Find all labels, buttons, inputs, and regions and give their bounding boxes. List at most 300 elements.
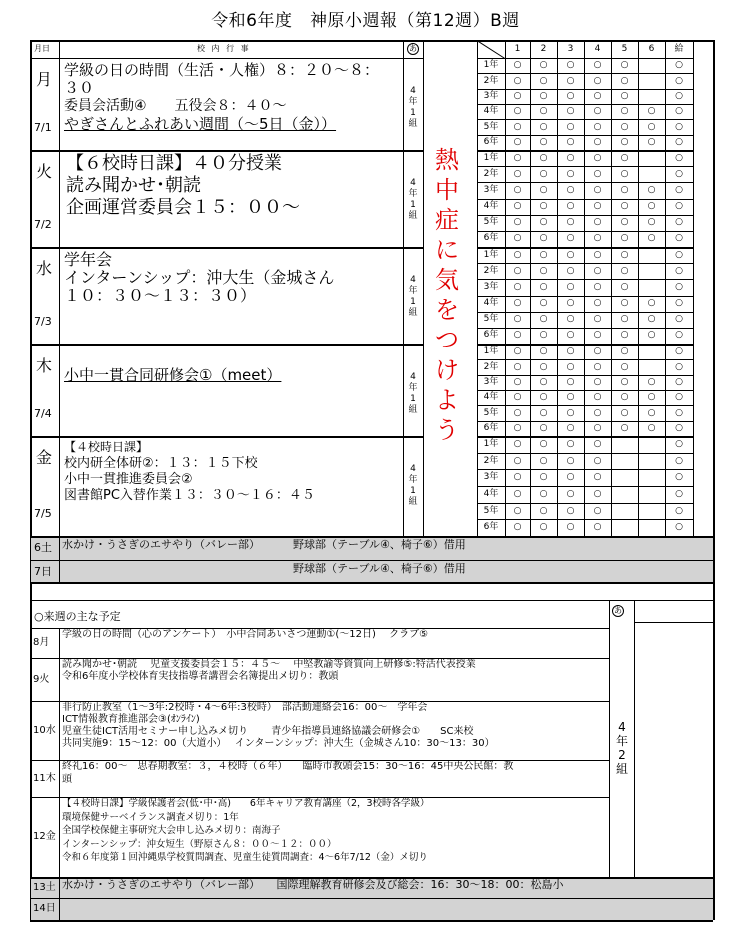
mark-circle: ○	[620, 201, 629, 212]
next-row-label: 11木	[33, 772, 56, 784]
grade-label: 2年	[483, 455, 499, 466]
mark-circle: ○	[593, 60, 602, 71]
grid-col-header: 3	[567, 44, 574, 54]
mark-circle: ○	[647, 376, 656, 387]
mark-circle: ○	[593, 90, 602, 101]
mark-circle: ○	[620, 106, 629, 117]
mark-circle: ○	[620, 330, 629, 341]
mark-circle: ○	[675, 184, 683, 195]
mark-circle: ○	[513, 392, 522, 403]
mark-circle: ○	[566, 75, 575, 86]
mark-circle: ○	[566, 407, 575, 418]
mark-circle: ○	[539, 505, 548, 516]
rule-line	[477, 486, 693, 487]
rule-line	[477, 150, 693, 152]
rule-line	[30, 920, 713, 922]
rule-line	[30, 344, 423, 346]
rule-line	[477, 375, 693, 376]
next-row-label: 10水	[33, 724, 56, 736]
rule-line	[59, 40, 60, 536]
mark-circle: ○	[593, 392, 602, 403]
mark-circle: ○	[593, 376, 602, 387]
mark-circle: ○	[675, 422, 683, 433]
header-events: 校 内 行 事	[197, 44, 251, 53]
next-row-line: 全国学校保健主事研究大会申し込みメ切り：南海子	[62, 825, 281, 836]
rule-line	[477, 344, 693, 346]
mark-circle: ○	[566, 136, 575, 147]
rule-line	[30, 58, 423, 59]
mark-circle: ○	[620, 217, 629, 228]
grade-label: 6年	[483, 330, 499, 341]
mark-circle: ○	[539, 249, 548, 260]
mark-circle: ○	[593, 201, 602, 212]
mark-circle: ○	[620, 376, 629, 387]
mark-circle: ○	[647, 121, 656, 132]
mark-circle: ○	[675, 438, 683, 449]
mark-circle: ○	[539, 168, 548, 179]
mark-circle: ○	[647, 217, 656, 228]
mark-circle: ○	[593, 233, 602, 244]
day-label: 水	[36, 259, 53, 278]
mark-circle: ○	[539, 438, 548, 449]
mark-circle: ○	[539, 392, 548, 403]
mark-circle: ○	[647, 233, 656, 244]
mark-circle: ○	[675, 249, 683, 260]
next-row-line: 学級の日の時間（心のアンケート） 小中合同あいさつ運動①(〜12日) クラブ⑤	[62, 629, 429, 640]
mark-circle: ○	[566, 201, 575, 212]
day-label: 金	[36, 448, 53, 467]
rule-line	[30, 560, 713, 561]
grade-label: 3年	[483, 184, 499, 195]
page-title: 令和6年度 神原小週報（第12週）B週	[211, 11, 520, 31]
event-line: ３０	[64, 79, 95, 97]
mark-circle: ○	[620, 152, 629, 163]
mark-circle: ○	[647, 330, 656, 341]
mark-circle: ○	[539, 152, 548, 163]
day-label: 木	[36, 356, 53, 375]
grid-col-header: 6	[648, 44, 655, 54]
mark-circle: ○	[539, 233, 548, 244]
header-diagonal	[476, 40, 505, 59]
mark-circle: ○	[675, 392, 683, 403]
next-row-label: 9火	[33, 673, 50, 685]
grade-label: 3年	[483, 472, 499, 483]
rule-line	[477, 519, 693, 520]
rule-line	[59, 877, 60, 920]
mark-circle: ○	[675, 407, 683, 418]
mark-circle: ○	[675, 75, 683, 86]
grade-label: 3年	[483, 376, 499, 387]
mark-circle: ○	[566, 455, 575, 466]
heat-warning: 熱中症に気をつけよう	[435, 146, 459, 444]
grade-label: 6年	[483, 233, 499, 244]
mark-circle: ○	[647, 184, 656, 195]
mark-circle: ○	[620, 392, 629, 403]
mark-circle: ○	[593, 184, 602, 195]
grade-label: 1年	[483, 249, 499, 260]
mark-circle: ○	[513, 438, 522, 449]
rule-line	[477, 421, 693, 422]
mark-circle: ○	[593, 281, 602, 292]
mark-circle: ○	[513, 346, 522, 357]
mark-circle: ○	[593, 488, 602, 499]
next-row-label: 13土	[33, 881, 56, 893]
rule-line	[403, 40, 404, 536]
next-row-line: 頭	[62, 774, 72, 785]
mark-circle: ○	[593, 168, 602, 179]
mark-circle: ○	[566, 168, 575, 179]
mark-circle: ○	[593, 121, 602, 132]
event-line: 学級の日の時間（生活・人権）８：２０〜８：	[64, 61, 380, 79]
mark-circle: ○	[675, 281, 683, 292]
rule-line	[477, 328, 693, 329]
mark-circle: ○	[539, 217, 548, 228]
mark-circle: ○	[513, 376, 522, 387]
weekend-label: 6土	[34, 541, 52, 554]
mark-circle: ○	[675, 298, 683, 309]
mark-circle: ○	[539, 330, 548, 341]
next-row-line: 終礼16：00〜 思春期教室：３，４校時（６年） 臨時市教頭会15：30〜16：45中央公民館：教	[62, 761, 514, 772]
rule-line	[30, 436, 423, 438]
mark-circle: ○	[593, 505, 602, 516]
event-line: 企画運営委員会１５：００〜	[66, 197, 300, 218]
mark-circle: ○	[513, 455, 522, 466]
mark-circle: ○	[513, 75, 522, 86]
rule-line	[477, 231, 693, 232]
mark-circle: ○	[513, 488, 522, 499]
mark-circle: ○	[539, 422, 548, 433]
grid-col-header: 4	[594, 44, 601, 54]
next-row-line: 非行防止教室（1〜3年:2校時・4〜6年:3校時） 部活動連絡会16：00〜 学年会	[62, 702, 428, 713]
mark-circle: ○	[593, 217, 602, 228]
rule-line	[477, 359, 693, 360]
mark-circle: ○	[539, 121, 548, 132]
grade-label: 4年	[483, 392, 499, 403]
mark-circle: ○	[539, 522, 548, 533]
rule-line	[477, 469, 693, 470]
event-line: インターンシップ：沖大生（金城さん	[64, 268, 335, 287]
event-line: 【４校時日課】	[64, 440, 149, 454]
mark-circle: ○	[620, 233, 629, 244]
rule-line	[59, 536, 60, 560]
mark-circle: ○	[513, 121, 522, 132]
rule-line	[30, 40, 32, 600]
mark-circle: ○	[593, 152, 602, 163]
rule-line	[477, 296, 693, 297]
mark-circle: ○	[675, 472, 683, 483]
next-row-label: 12金	[33, 831, 56, 842]
mark-circle: ○	[566, 438, 575, 449]
mark-circle: ○	[566, 488, 575, 499]
mark-circle: ○	[566, 298, 575, 309]
rule-line	[693, 40, 694, 536]
rule-line	[477, 104, 693, 105]
mark-circle: ○	[539, 361, 548, 372]
weekend-label: 7日	[34, 565, 52, 578]
mark-circle: ○	[513, 201, 522, 212]
mark-circle: ○	[513, 249, 522, 260]
mark-circle: ○	[566, 152, 575, 163]
mark-circle: ○	[539, 90, 548, 101]
mark-circle: ○	[675, 60, 683, 71]
mark-circle: ○	[566, 106, 575, 117]
grid-col-header: 1	[514, 44, 521, 54]
mark-circle: ○	[513, 217, 522, 228]
mark-circle: ○	[675, 522, 683, 533]
grade-label: 4年	[483, 201, 499, 212]
grade-label: 5年	[483, 121, 499, 132]
next-row-line: 令和6年度小学校体育実技指導者講習会名簿提出メ切り：教頭	[62, 671, 339, 682]
header-date: 月日	[34, 44, 50, 53]
mark-circle: ○	[593, 407, 602, 418]
mark-circle: ○	[566, 361, 575, 372]
mark-circle: ○	[513, 505, 522, 516]
weekend-text2: 野球部（テーブル④、椅子⑥）借用	[293, 538, 466, 551]
mark-circle: ○	[675, 136, 683, 147]
rule-line	[477, 119, 693, 120]
header-anno-icon: あ	[409, 44, 417, 53]
event-line: 小中一貫合同研修会①（meet）	[64, 366, 282, 384]
mark-circle: ○	[593, 75, 602, 86]
grade-label: 4年	[483, 106, 499, 117]
mark-circle: ○	[566, 60, 575, 71]
mark-circle: ○	[539, 60, 548, 71]
grade-label: 5年	[483, 505, 499, 516]
mark-circle: ○	[620, 422, 629, 433]
next-row-line: インターンシップ：沖女短生（野原さん８：００〜１２：００）	[62, 838, 337, 850]
mark-circle: ○	[566, 314, 575, 325]
mark-circle: ○	[539, 298, 548, 309]
rule-line	[30, 600, 713, 601]
class-in-charge: 4年1組	[408, 464, 418, 507]
mark-circle: ○	[539, 75, 548, 86]
event-line: 【６校時日課】４０分授業	[66, 153, 282, 174]
class-in-charge: 4年1組	[408, 178, 418, 221]
mark-circle: ○	[566, 90, 575, 101]
next-row-line: 共同実施9：15〜12：00（大道小） インターンシップ：沖大生（金城さん10：30〜13：30）	[62, 738, 495, 749]
grade-label: 1年	[483, 438, 499, 449]
mark-circle: ○	[593, 438, 602, 449]
mark-circle: ○	[566, 121, 575, 132]
mark-circle: ○	[539, 376, 548, 387]
grade-label: 4年	[483, 298, 499, 309]
rule-line	[634, 600, 635, 877]
mark-circle: ○	[675, 488, 683, 499]
mark-circle: ○	[675, 376, 683, 387]
next-row-line: 児童生徒ICT活用セミナー申し込みメ切り 青少年指導員連絡協議会研修会① SC来校	[62, 726, 474, 737]
rule-line	[477, 279, 693, 280]
grade-label: 1年	[483, 60, 499, 71]
weekend-bg	[31, 898, 713, 920]
mark-circle: ○	[513, 422, 522, 433]
mark-circle: ○	[620, 281, 629, 292]
rule-line	[477, 215, 693, 216]
rule-line	[477, 182, 693, 183]
mark-circle: ○	[620, 265, 629, 276]
mark-circle: ○	[566, 505, 575, 516]
mark-circle: ○	[539, 136, 548, 147]
mark-circle: ○	[513, 233, 522, 244]
mark-circle: ○	[566, 376, 575, 387]
mark-circle: ○	[675, 505, 683, 516]
mark-circle: ○	[647, 314, 656, 325]
class-in-charge: 4年1組	[408, 372, 418, 415]
mark-circle: ○	[620, 407, 629, 418]
mark-circle: ○	[539, 472, 548, 483]
mark-circle: ○	[593, 346, 602, 357]
rule-line	[30, 150, 423, 152]
mark-circle: ○	[675, 265, 683, 276]
event-line: やぎさんとふれあい週間（〜5日（金））	[64, 115, 337, 133]
mark-circle: ○	[593, 361, 602, 372]
mark-circle: ○	[593, 422, 602, 433]
class-in-charge: 4年1組	[408, 275, 418, 318]
mark-circle: ○	[620, 168, 629, 179]
event-line: １０：３０〜１３：３０）	[64, 286, 257, 305]
weekend-text2: 野球部（テーブル④、椅子⑥）借用	[293, 562, 466, 575]
mark-circle: ○	[566, 233, 575, 244]
grade-label: 6年	[483, 522, 499, 533]
mark-circle: ○	[675, 233, 683, 244]
mark-circle: ○	[513, 407, 522, 418]
mark-circle: ○	[620, 60, 629, 71]
grade-label: 2年	[483, 75, 499, 86]
mark-circle: ○	[593, 314, 602, 325]
mark-circle: ○	[620, 298, 629, 309]
day-label: 火	[36, 162, 53, 181]
day-date: 7/2	[34, 218, 52, 231]
event-line: 図書館PC入替作業１３：３０〜１６：４５	[64, 488, 315, 503]
mark-circle: ○	[566, 281, 575, 292]
mark-circle: ○	[675, 217, 683, 228]
day-date: 7/4	[34, 407, 52, 420]
mark-circle: ○	[513, 265, 522, 276]
rule-line	[634, 622, 713, 623]
mark-circle: ○	[513, 522, 522, 533]
mark-circle: ○	[593, 472, 602, 483]
grid-col-header: 5	[621, 44, 628, 54]
mark-circle: ○	[539, 106, 548, 117]
grade-label: 3年	[483, 281, 499, 292]
rule-line	[477, 405, 693, 406]
mark-circle: ○	[593, 455, 602, 466]
mark-circle: ○	[647, 407, 656, 418]
mark-circle: ○	[513, 472, 522, 483]
mark-circle: ○	[647, 392, 656, 403]
next-week-heading: ○来週の主な予定	[34, 610, 121, 623]
class-in-charge: 4年1組	[408, 86, 418, 129]
mark-circle: ○	[593, 522, 602, 533]
mark-circle: ○	[539, 265, 548, 276]
mark-circle: ○	[675, 106, 683, 117]
mark-circle: ○	[675, 152, 683, 163]
mark-circle: ○	[539, 346, 548, 357]
mark-circle: ○	[513, 106, 522, 117]
rule-line	[423, 40, 424, 536]
grade-label: 2年	[483, 265, 499, 276]
grid-col-header: 2	[540, 44, 547, 54]
mark-circle: ○	[539, 488, 548, 499]
mark-circle: ○	[539, 314, 548, 325]
mark-circle: ○	[620, 136, 629, 147]
rule-line	[477, 58, 693, 59]
mark-circle: ○	[620, 361, 629, 372]
mark-circle: ○	[513, 152, 522, 163]
event-line: 読み聞かせ･朝読	[66, 175, 201, 196]
mark-circle: ○	[566, 522, 575, 533]
grade-label: 5年	[483, 217, 499, 228]
rule-line	[477, 73, 693, 74]
rule-line	[59, 560, 60, 582]
grade-label: 6年	[483, 136, 499, 147]
day-date: 7/3	[34, 315, 52, 328]
mark-circle: ○	[620, 184, 629, 195]
grade-label: 3年	[483, 90, 499, 101]
grade-label: 1年	[483, 346, 499, 357]
mark-circle: ○	[620, 314, 629, 325]
rule-line	[30, 247, 423, 249]
rule-line	[477, 199, 693, 200]
mark-circle: ○	[675, 346, 683, 357]
mark-circle: ○	[675, 314, 683, 325]
mark-circle: ○	[513, 168, 522, 179]
grid-col-header: 給	[674, 44, 684, 54]
next-row-line: 【４校時日課】学級保護者会(低･中･高) 6年キャリア教育講座（2，3校時各学級）	[62, 798, 430, 809]
mark-circle: ○	[566, 422, 575, 433]
day-date: 7/5	[34, 507, 52, 520]
grade-label: 2年	[483, 361, 499, 372]
mark-circle: ○	[513, 361, 522, 372]
mark-circle: ○	[647, 201, 656, 212]
next-row-label: 8月	[33, 637, 50, 648]
mark-circle: ○	[539, 281, 548, 292]
mark-circle: ○	[593, 330, 602, 341]
rule-line	[30, 898, 713, 899]
event-line: 小中一貫推進委員会②	[64, 472, 193, 487]
next-row-line: 環境保健サーベイランス調査メ切り：1年	[62, 811, 239, 823]
mark-circle: ○	[647, 136, 656, 147]
mark-circle: ○	[620, 90, 629, 101]
day-date: 7/1	[34, 121, 52, 134]
weekend-text1: 水かけ・うさぎのエサやり（バレー部）	[62, 538, 260, 551]
mark-circle: ○	[566, 265, 575, 276]
mark-circle: ○	[513, 314, 522, 325]
next-row-line: 水かけ・うさぎのエサやり（バレー部） 国際理解教育研修会及び総会：16：30〜18：00：松島小	[62, 878, 564, 891]
next-row-label: 14日	[33, 903, 56, 914]
rule-line	[477, 312, 693, 313]
mark-circle: ○	[593, 136, 602, 147]
mark-circle: ○	[620, 75, 629, 86]
mark-circle: ○	[513, 330, 522, 341]
rule-line	[477, 89, 693, 90]
grade-label: 5年	[483, 407, 499, 418]
mark-circle: ○	[675, 168, 683, 179]
day-label: 月	[36, 70, 53, 89]
rule-line	[713, 40, 715, 600]
mark-circle: ○	[513, 136, 522, 147]
next-class-in-charge: 4年2組	[615, 720, 628, 776]
event-line: 校内研全体研②：１３：１５下校	[64, 456, 258, 471]
rule-line	[477, 263, 693, 264]
grade-label: 5年	[483, 314, 499, 325]
next-row-line: 令和６年度第１回沖縄県学校質問調査、児童生徒質問調査：4〜6年7/12（金）メ切り	[62, 852, 428, 863]
mark-circle: ○	[539, 184, 548, 195]
mark-circle: ○	[539, 455, 548, 466]
grade-label: 2年	[483, 168, 499, 179]
rule-line	[713, 600, 715, 920]
mark-circle: ○	[566, 217, 575, 228]
mark-circle: ○	[620, 249, 629, 260]
